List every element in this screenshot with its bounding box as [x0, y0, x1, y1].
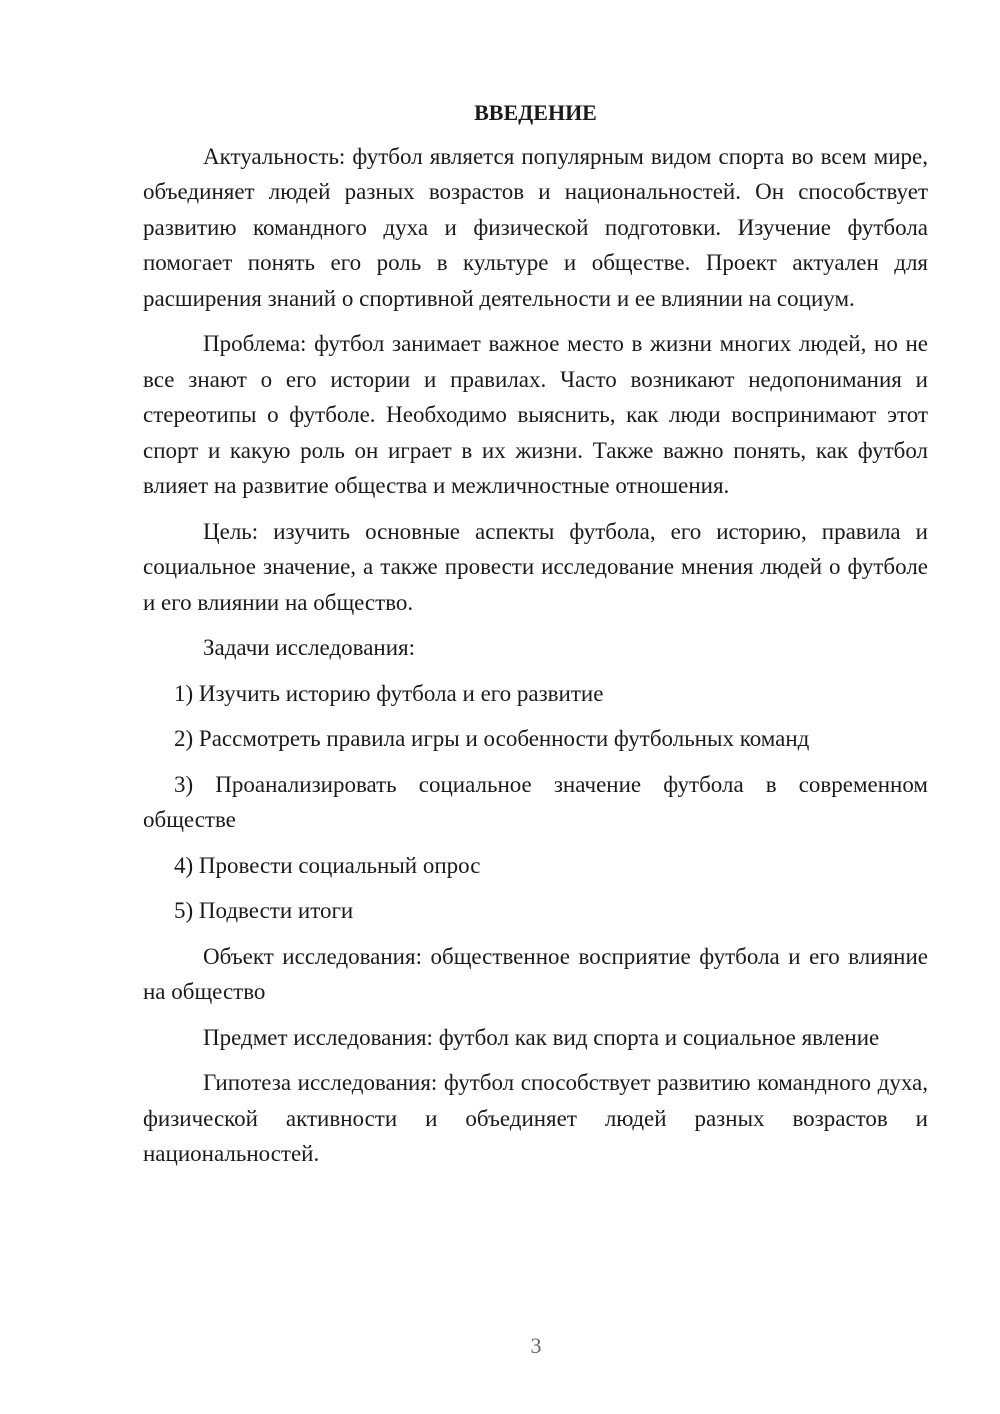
- task-item-5: 5) Подвести итоги: [174, 898, 354, 923]
- task-item-3: 3) Проанализировать социальное значение футбола в современном обществе: [143, 771, 928, 832]
- task-item-4: 4) Провести социальный опрос: [174, 852, 481, 878]
- object-paragraph: Объект исследования: общественное восприятие футбола и его влияние на общество: [143, 943, 928, 1004]
- tasks-heading: Задачи исследования:: [203, 635, 416, 660]
- relevance-paragraph: Актуальность: футбол является популярным видом спорта во всем мире, объединяет людей разных возрастов и национальностей. Он способствует развитию командного духа и физической подготовки. Изучение футбола помогает понять его роль в культуре и обществе. Проект актуален для расширения знаний о спортивной деятельности и ее влиянии на социум.: [143, 143, 928, 311]
- subject-paragraph: Предмет исследования: футбол как вид спорта и социальное явление: [203, 1024, 880, 1050]
- hypothesis-paragraph: Гипотеза исследования: футбол способствует развитию командного духа, физической активности и объединяет людей разных возрастов и национальностей.: [143, 1070, 928, 1166]
- goal-paragraph: Цель: изучить основные аспекты футбола, его историю, правила и социальное значение, а также провести исследование мнения людей о футболе и его влиянии на общество.: [143, 518, 928, 615]
- problem-paragraph: Проблема: футбол занимает важное место в жизни многих людей, но не все знают о его истории и правилах. Часто возникают недопонимания и стереотипы о футболе. Необходимо выяснить, как люди воспринимают этот спорт и какую роль он играет в их жизни. Также важно понять, как футбол влияет на развитие общества и межличностные отношения.: [143, 331, 928, 498]
- task-item-2: 2) Рассмотреть правила игры и особенности футбольных команд: [174, 726, 810, 751]
- page-content: [143, 95, 928, 1182]
- page-title: ВВЕДЕНИЕ: [474, 100, 597, 125]
- task-item-1: 1) Изучить историю футбола и его развитие: [174, 680, 604, 706]
- page-number: 3: [530, 1333, 542, 1358]
